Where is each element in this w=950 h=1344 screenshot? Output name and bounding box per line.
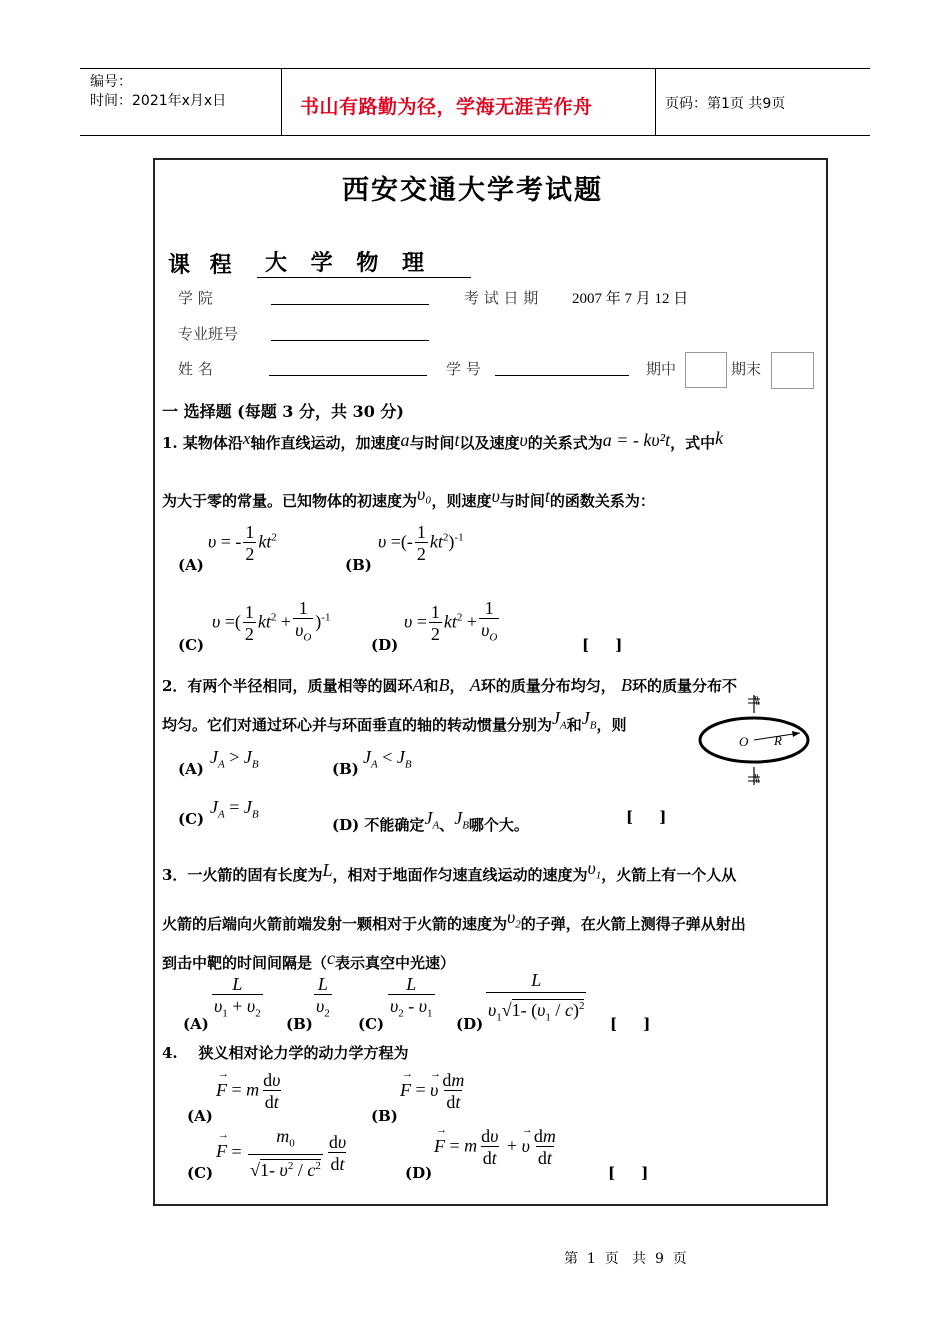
header-top-rule: [80, 68, 870, 69]
q2-var-b: B: [438, 675, 450, 695]
final-label: 期末: [731, 360, 762, 378]
q3-option-a-formula: $\frac{L}{\upsilon_1 + \upsilon_2}$: [210, 974, 265, 1025]
q3-option-c-formula: $\frac{L}{\upsilon_2 - \upsilon_1}$: [386, 974, 437, 1025]
ring-diagram: [695, 693, 813, 787]
q3-line2-b: 的子弹，在火箭上测得子弹从射出: [520, 915, 746, 933]
midterm-label: 期中: [646, 360, 677, 378]
q1-var-x: x: [242, 429, 251, 448]
exam-date-label: 考 试 日 期: [464, 289, 539, 307]
q3-line3: [162, 948, 455, 973]
header-bottom-rule: [80, 135, 870, 136]
q2-line1-c: 环的质量分布不: [631, 677, 737, 695]
student-id-label: 学 号: [446, 360, 481, 378]
q3-var-c: c: [327, 948, 336, 968]
name-label: 姓 名: [178, 360, 213, 378]
q4-option-a-formula: F → = m $\frac{d\upsilon}{dt}$: [216, 1067, 281, 1112]
q1-text-b: 轴作直线运动，加速度: [250, 434, 401, 452]
q2-option-c-formula: $J_A = J_B$: [210, 797, 259, 821]
q2-var-b-2: B: [620, 675, 632, 695]
q1-text-a: 1. 某物体沿: [162, 434, 243, 452]
q2-line1-a: 2．有两个半径相同，质量相等的圆环: [162, 677, 413, 695]
q4-option-d-formula: F → = m $\frac{d\upsilon}{dt}$ + υ → $\frac{dm}{dt}$: [434, 1123, 556, 1168]
q3-option-b-label[interactable]: (B): [286, 1015, 313, 1033]
final-checkbox[interactable]: [771, 352, 814, 389]
course-label: 课 程: [168, 252, 238, 278]
q1-var-t: t: [454, 430, 460, 450]
q4-option-d-label[interactable]: (D): [405, 1164, 433, 1182]
q2-and-2: 和: [566, 716, 582, 734]
q1-line2-b: ，则速度: [431, 492, 492, 510]
q1-line2: [162, 484, 655, 511]
header-date-label: 时间：2021年x月x日: [90, 93, 227, 109]
q3-option-a-label[interactable]: (A): [183, 1015, 209, 1033]
q3-line3-a: 到击中靶的时间间隔是（: [162, 954, 328, 972]
q1-option-d-formula: υ = $\frac{1}{2}$ $kt^2$ + $\frac{1}{\upsilon_O}$: [404, 598, 501, 649]
college-field[interactable]: [271, 287, 429, 305]
q3-option-d-label[interactable]: (D): [456, 1015, 484, 1033]
q3-line3-b: 表示真空中光速）: [335, 954, 456, 972]
q1-line1: [162, 428, 723, 453]
q2-option-d-suffix: 哪个大。: [468, 816, 529, 834]
q1-var-v-2: υ: [491, 486, 500, 506]
q2-option-a-formula: $J_A > J_B$: [210, 747, 259, 771]
q2-line1-b: 环的质量分布均匀，: [480, 677, 616, 695]
q3-var-l: L: [322, 860, 333, 880]
q1-line2-c: 与时间: [499, 492, 545, 510]
q3-line1-c: ，火箭上有一个人从: [601, 866, 737, 884]
q2-line2: 均匀。它们对通过环心并与环面垂直的轴的转动惯量分别为$J_A$和$J_B$，则: [162, 708, 627, 734]
q2-var-a: A: [412, 675, 424, 695]
q2-line2-b: ，则: [596, 716, 627, 734]
page-footer: 第 1 页 共 9 页: [564, 1251, 687, 1267]
q2-answer-bracket[interactable]: [ ]: [626, 808, 667, 826]
q3-line1-b: ，相对于地面作匀速直线运动的速度为: [332, 866, 588, 884]
course-value: 大 学 物 理: [257, 246, 471, 278]
q1-option-c-formula: υ =( $\frac{1}{2}$ $kt^2$ + $\frac{1}{\upsilon_O}$ )$^{-1}$: [212, 598, 330, 649]
q1-option-b-label[interactable]: (B): [345, 556, 372, 574]
student-id-field[interactable]: [495, 358, 629, 376]
ring-radius-label: R: [774, 733, 782, 748]
header-number-label: 编号：: [90, 74, 132, 90]
q3-line2: 火箭的后端向火箭前端发射一颗相对于火箭的速度为$\upsilon_2$的子弹，在火箭上测得子弹从射出: [162, 907, 746, 933]
q2-var-a-2: A: [469, 675, 481, 695]
q1-option-b-formula: υ =(- $\frac{1}{2}$ $kt^2)^{-1}$: [378, 522, 464, 564]
q4-answer-bracket[interactable]: [ ]: [608, 1164, 649, 1182]
q1-option-c-label[interactable]: (C): [178, 636, 205, 654]
q2-option-b-formula: $J_A < J_B$: [363, 747, 412, 771]
section-heading: 一 选择题 (每题 3 分，共 30 分): [162, 402, 404, 421]
q3-option-b-formula: $\frac{L}{\upsilon_2}$: [312, 974, 334, 1025]
q1-formula: a = - kυ²t: [602, 430, 671, 450]
header-page-label: 页码：第1页 共9页: [665, 96, 786, 112]
q1-var-t-2: t: [544, 486, 550, 506]
q2-option-b-label[interactable]: (B): [332, 760, 359, 778]
ring-center-label: O: [739, 734, 749, 749]
q1-option-a-formula: υ = - $\frac{1}{2}$ $kt^2$: [208, 522, 277, 564]
q1-var-v: υ: [519, 430, 528, 450]
exam-title: 西安交通大学考试题: [342, 175, 603, 206]
q1-option-d-label[interactable]: (D): [371, 636, 399, 654]
q3-line1: 3．一火箭的固有长度为L，相对于地面作匀速直线运动的速度为$\upsilon_1$，火箭上有一个人从: [162, 858, 737, 884]
q1-option-a-label[interactable]: (A): [178, 556, 204, 574]
q1-text-f: ，式中: [670, 434, 716, 452]
class-field[interactable]: [271, 323, 429, 341]
name-field[interactable]: [269, 358, 427, 376]
q4-option-c-formula: F → = $\frac{m_0}{√1- \upsilon^2 / c^2}$ $\frac{d\upsilon}{dt}$: [216, 1126, 347, 1180]
q2-option-d[interactable]: (D) 不能确定$J_A$、$J_B$哪个大。: [332, 808, 529, 834]
header-motto: 书山有路勤为径，学海无涯苦作舟: [300, 96, 593, 118]
q2-line2-a: 均匀。它们对通过环心并与环面垂直的轴的转动惯量分别为: [162, 716, 553, 734]
q4-option-c-label[interactable]: (C): [187, 1164, 214, 1182]
exam-date-value: 2007 年 7 月 12 日: [572, 291, 689, 307]
q1-text-d: 以及速度: [459, 434, 520, 452]
q1-line2-d: 的函数关系为：: [549, 492, 655, 510]
q2-option-c-label[interactable]: (C): [178, 810, 205, 828]
q2-option-a-label[interactable]: (A): [178, 760, 204, 778]
q4-option-b-formula: F → = υ → $\frac{dm}{dt}$: [400, 1067, 465, 1112]
q1-line2-a: 为大于零的常量。已知物体的初速度为: [162, 492, 418, 510]
q4-option-a-label[interactable]: (A): [187, 1107, 213, 1125]
midterm-checkbox[interactable]: [685, 352, 727, 388]
college-label: 学 院: [178, 289, 213, 307]
q3-line1-a: 3．一火箭的固有长度为: [162, 866, 323, 884]
header-divider-left: [281, 68, 282, 135]
q2-line1: 2．有两个半径相同，质量相等的圆环A和B， A环的质量分布均匀， B环的质量分布不: [162, 675, 737, 695]
header-divider-right: [655, 68, 656, 135]
q3-option-c-label[interactable]: (C): [358, 1015, 385, 1033]
q1-answer-bracket[interactable]: [ ]: [582, 636, 623, 654]
class-label: 专业班号: [178, 325, 239, 343]
q2-option-d-label: (D) 不能确定: [332, 816, 425, 834]
q1-var-k: k: [715, 428, 724, 448]
q4-option-b-label[interactable]: (B): [371, 1107, 398, 1125]
q4-line1: 4. 狭义相对论力学的动力学方程为: [162, 1044, 409, 1062]
q1-var-v0: υ₀: [417, 484, 432, 504]
q2-and: 和: [423, 677, 439, 695]
q1-text-c: 与时间: [409, 434, 455, 452]
q1-var-a: a: [400, 430, 410, 450]
q3-line2-a: 火箭的后端向火箭前端发射一颗相对于火箭的速度为: [162, 915, 508, 933]
q3-answer-bracket[interactable]: [ ]: [610, 1015, 651, 1033]
q3-option-d-formula: $\frac{L}{\upsilon_1√1- (\upsilon_1 / c)^2}$: [484, 968, 588, 1031]
q1-text-e: 的关系式为: [527, 434, 603, 452]
